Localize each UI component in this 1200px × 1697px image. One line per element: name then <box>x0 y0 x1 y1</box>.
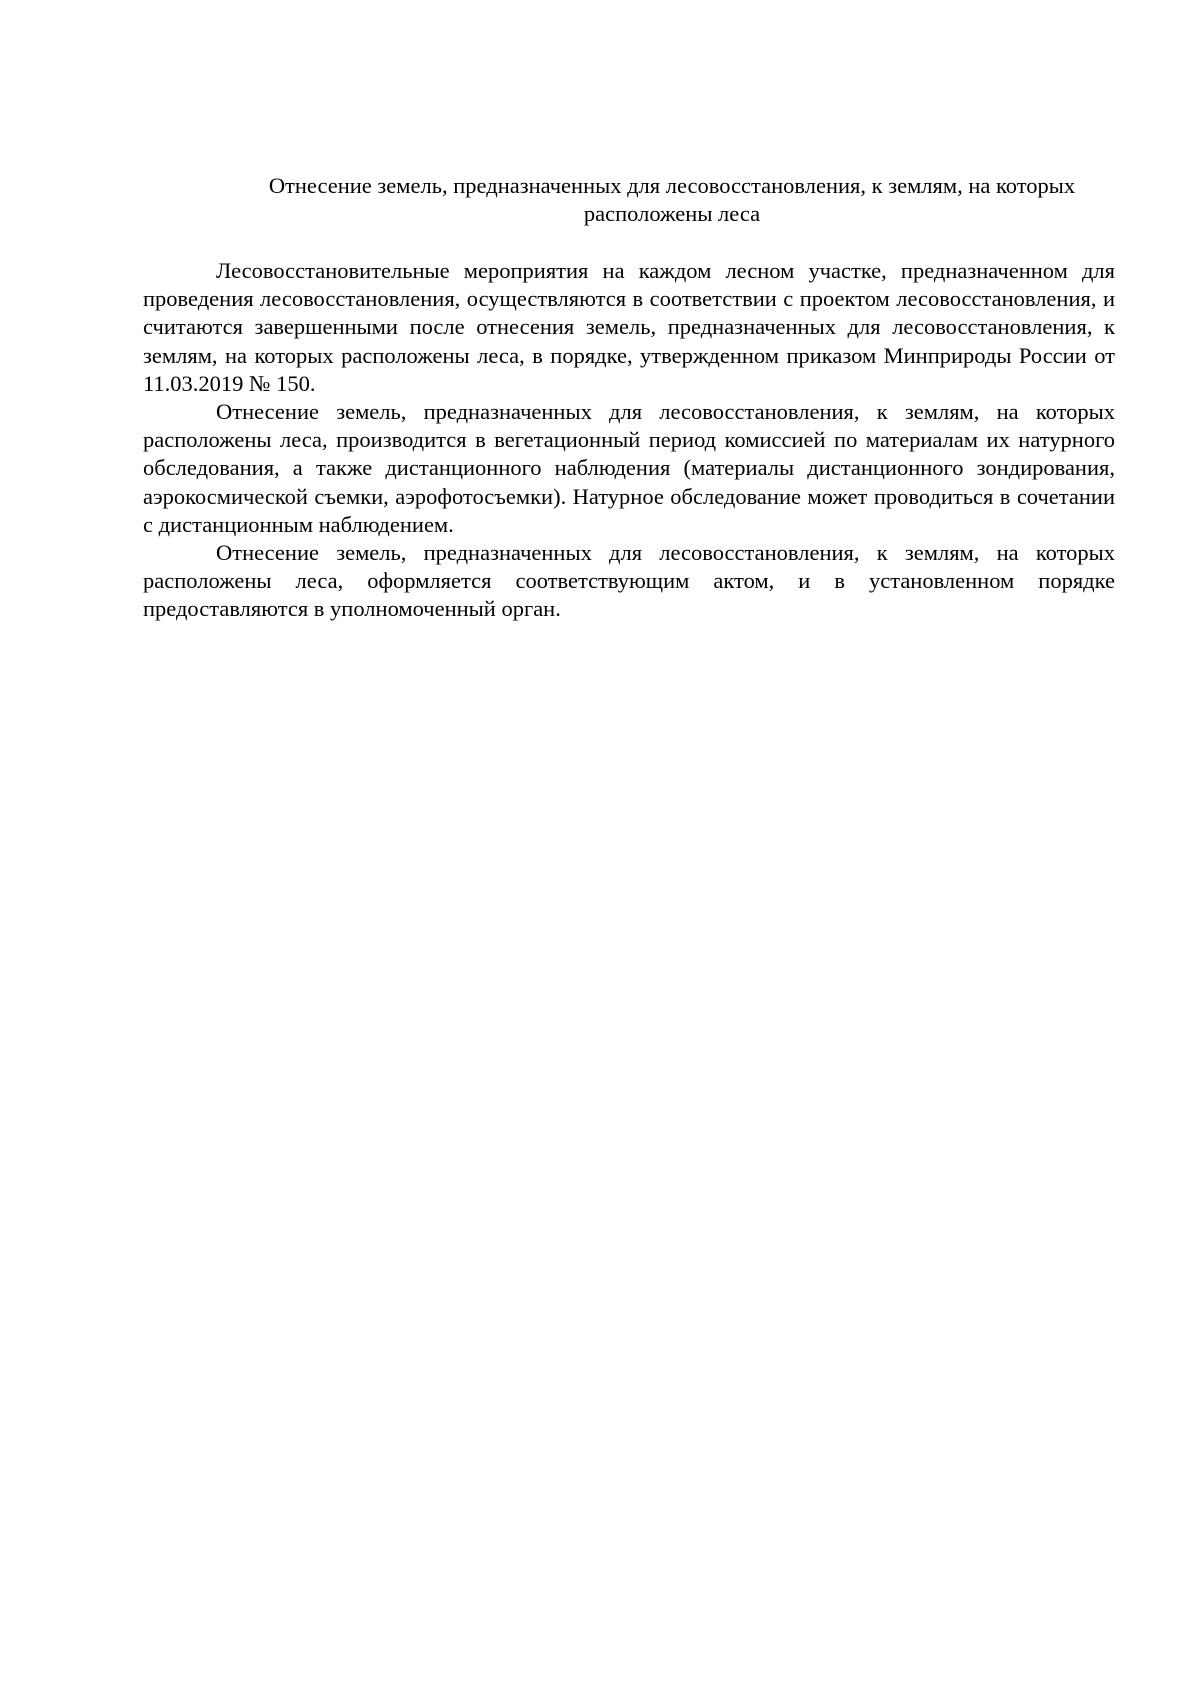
document-content <box>143 172 1115 624</box>
paragraph-3: Отнесение земель, предназначенных для лесовосстановления, к землям, на которых расположены леса, оформляется соответствующим актом, и в установленном порядке предоставляются в уполномоченный орган. <box>143 540 1115 622</box>
document-title: Отнесение земель, предназначенных для лесовосстановления, к землям, на которых расположены леса <box>268 173 1076 226</box>
document-body <box>143 257 1115 624</box>
paragraph-1: Лесовосстановительные мероприятия на каждом лесном участке, предназначенном для проведения лесовосстановления, осуществляются в соответствии с проектом лесовосстановления, и считаются завершенными после отнесения земель, предназначенных для лесовосстановления, к землям, на которых расположены леса, в порядке, утвержденном приказом Минприроды России от 11.03.2019 № 150. <box>143 258 1115 396</box>
paragraph-2: Отнесение земель, предназначенных для лесовосстановления, к землям, на которых расположены леса, производится в вегетационный период комиссией по материалам их натурного обследования, а также дистанционного наблюдения (материалы дистанционного зондирования, аэрокосмической съемки, аэрофотосъемки). Натурное обследование может проводиться в сочетании с дистанционным наблюдением. <box>143 399 1115 537</box>
